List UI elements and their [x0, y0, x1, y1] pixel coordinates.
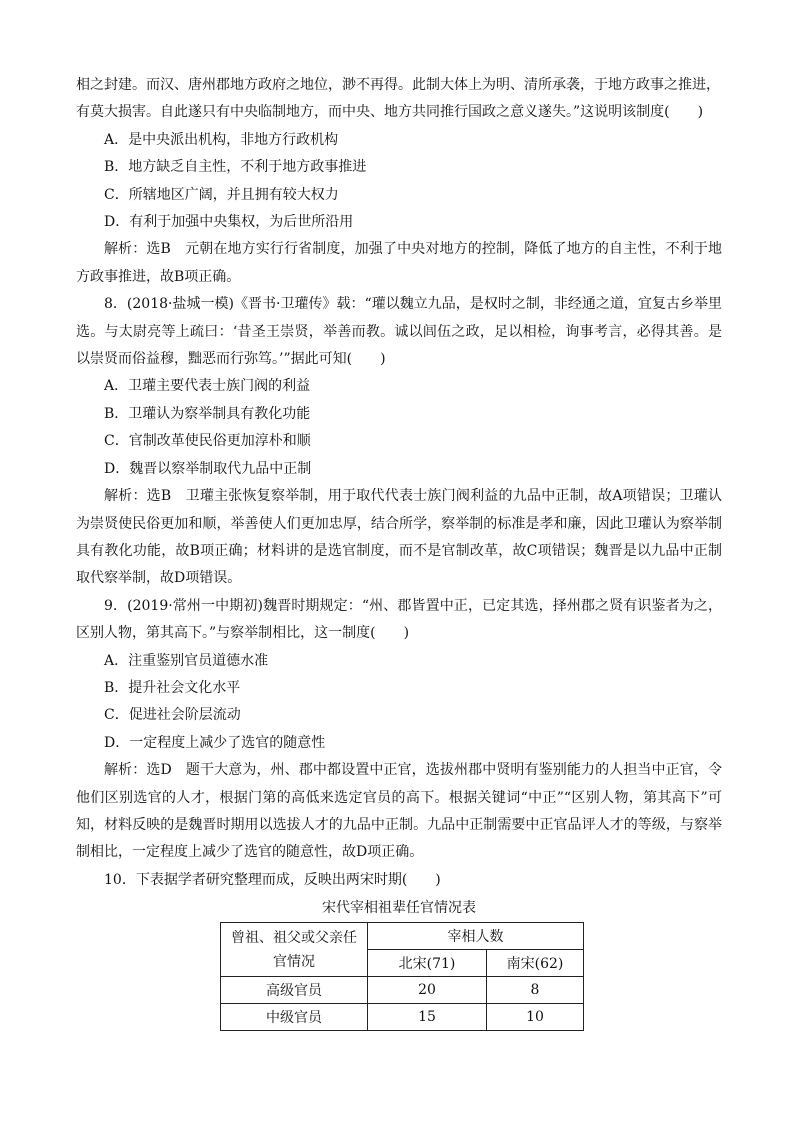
q8-analysis: 解析：选B 卫瓘主张恢复察举制，用于取代代表士族门阀利益的九品中正制，故A项错误；卫瓘认为崇贤使民俗更加和顺，举善使人们更加忠厚，结合所学，察举制的标准是孝和廉，因此卫瓘认为察举制具有教化功能，故B项正确；材料讲的是选官制度，而不是官制改革，故C项错误；魏晋是以九品中正制取代察举制，故D项错误。 — [76, 488, 722, 587]
q9-analysis: 解析：选D 题干大意为，州、郡中都设置中正官，选拔州郡中贤明有鉴别能力的人担当中正官，令他们区别选官的人才，根据门第的高低来选定官员的高下。根据关键词“中正”“区别人物，第其高下”可知，材料反映的是魏晋时期用以选拔人才的九品中正制。九品中正制需要中正官品评人才的等级，与察举制相比，一定程度上减少了选官的随意性，故D项正确。 — [76, 762, 722, 861]
text-line: 有莫大损害。自此遂只有中央临制地方，而中央、地方共同推行国政之意义遂失。”这说明该制度( ) — [76, 104, 704, 121]
q7-analysis: 解析：选B 元朝在地方实行行省制度，加强了中央对地方的控制，降低了地方的自主性，不利于地方政事推进，故B项正确。 — [76, 241, 722, 285]
table-header-group: 宰相人数 — [368, 923, 584, 950]
q7-option-a: A．是中央派出机构，非地方行政机构 — [104, 131, 339, 148]
table-col-north: 北宋(71) — [368, 950, 487, 977]
q8-option-d: D．魏晋以察举制取代九品中正制 — [104, 460, 312, 477]
table-header-row — [221, 923, 584, 950]
q8-option-a: A．卫瓘主要代表士族门阀的利益 — [104, 378, 311, 395]
q8-option-c: C．官制改革使民俗更加淳朴和顺 — [104, 433, 311, 450]
table-header-left-line2: 官情况 — [273, 953, 315, 970]
table-cell-south: 8 — [487, 977, 584, 1004]
table-cell-label: 中级官员 — [221, 1004, 368, 1031]
data-table — [220, 922, 584, 1031]
q9-option-d: D．一定程度上减少了选官的随意性 — [104, 734, 326, 751]
table-row — [221, 977, 584, 1004]
table-header-left — [221, 923, 368, 977]
q9-stem: 9．(2019·常州一中期初)魏晋时期规定：“州、郡皆置中正，已定其选，择州郡之贤有识鉴者为之，区别人物，第其高下。”与察举制相比，这一制度( ) — [76, 597, 722, 642]
table-row — [221, 1004, 584, 1031]
q9-option-a: A．注重鉴别官员道德水准 — [104, 652, 269, 669]
table-cell-label: 高级官员 — [221, 977, 368, 1004]
q10-stem: 10．下表据学者研究整理而成，反映出两宋时期( ) — [104, 871, 441, 888]
document-page — [76, 72, 722, 1031]
q9-option-c: C．促进社会阶层流动 — [104, 707, 241, 724]
q8-option-b: B．卫瓘认为察举制具有教化功能 — [104, 405, 311, 422]
table-col-south: 南宋(62) — [487, 950, 584, 977]
q7-option-d: D．有利于加强中央集权，为后世所沿用 — [104, 214, 354, 231]
table-cell-north: 15 — [368, 1004, 487, 1031]
table-cell-north: 20 — [368, 977, 487, 1004]
table-header-left-line1: 曾祖、祖父或父亲任 — [231, 929, 357, 946]
table-title: 宋代宰相祖辈任官情况表 — [322, 900, 476, 917]
q9-option-b: B．提升社会文化水平 — [104, 679, 241, 696]
q7-option-c: C．所辖地区广阔，并且拥有较大权力 — [104, 186, 339, 203]
table-cell-south: 10 — [487, 1004, 584, 1031]
q7-option-b: B．地方缺乏自主性，不利于地方政事推进 — [104, 159, 367, 176]
text-line: 相之封建。而汉、唐州郡地方政府之地位，渺不再得。此制大体上为明、清所承袭，于地方政事之推进， — [76, 77, 720, 93]
q8-stem: 8．(2018·盐城一模)《晋书·卫瓘传》载：“瓘以魏立九品，是权时之制，非经通之道，宜复古乡举里选。与太尉亮等上疏曰：‘昔圣王崇贤，举善而教。诚以闾伍之政，足以相检，询事考言，必得其善。是以崇贤而俗益穆，黜恶而行弥笃。’”据此可知( ) — [76, 296, 722, 368]
